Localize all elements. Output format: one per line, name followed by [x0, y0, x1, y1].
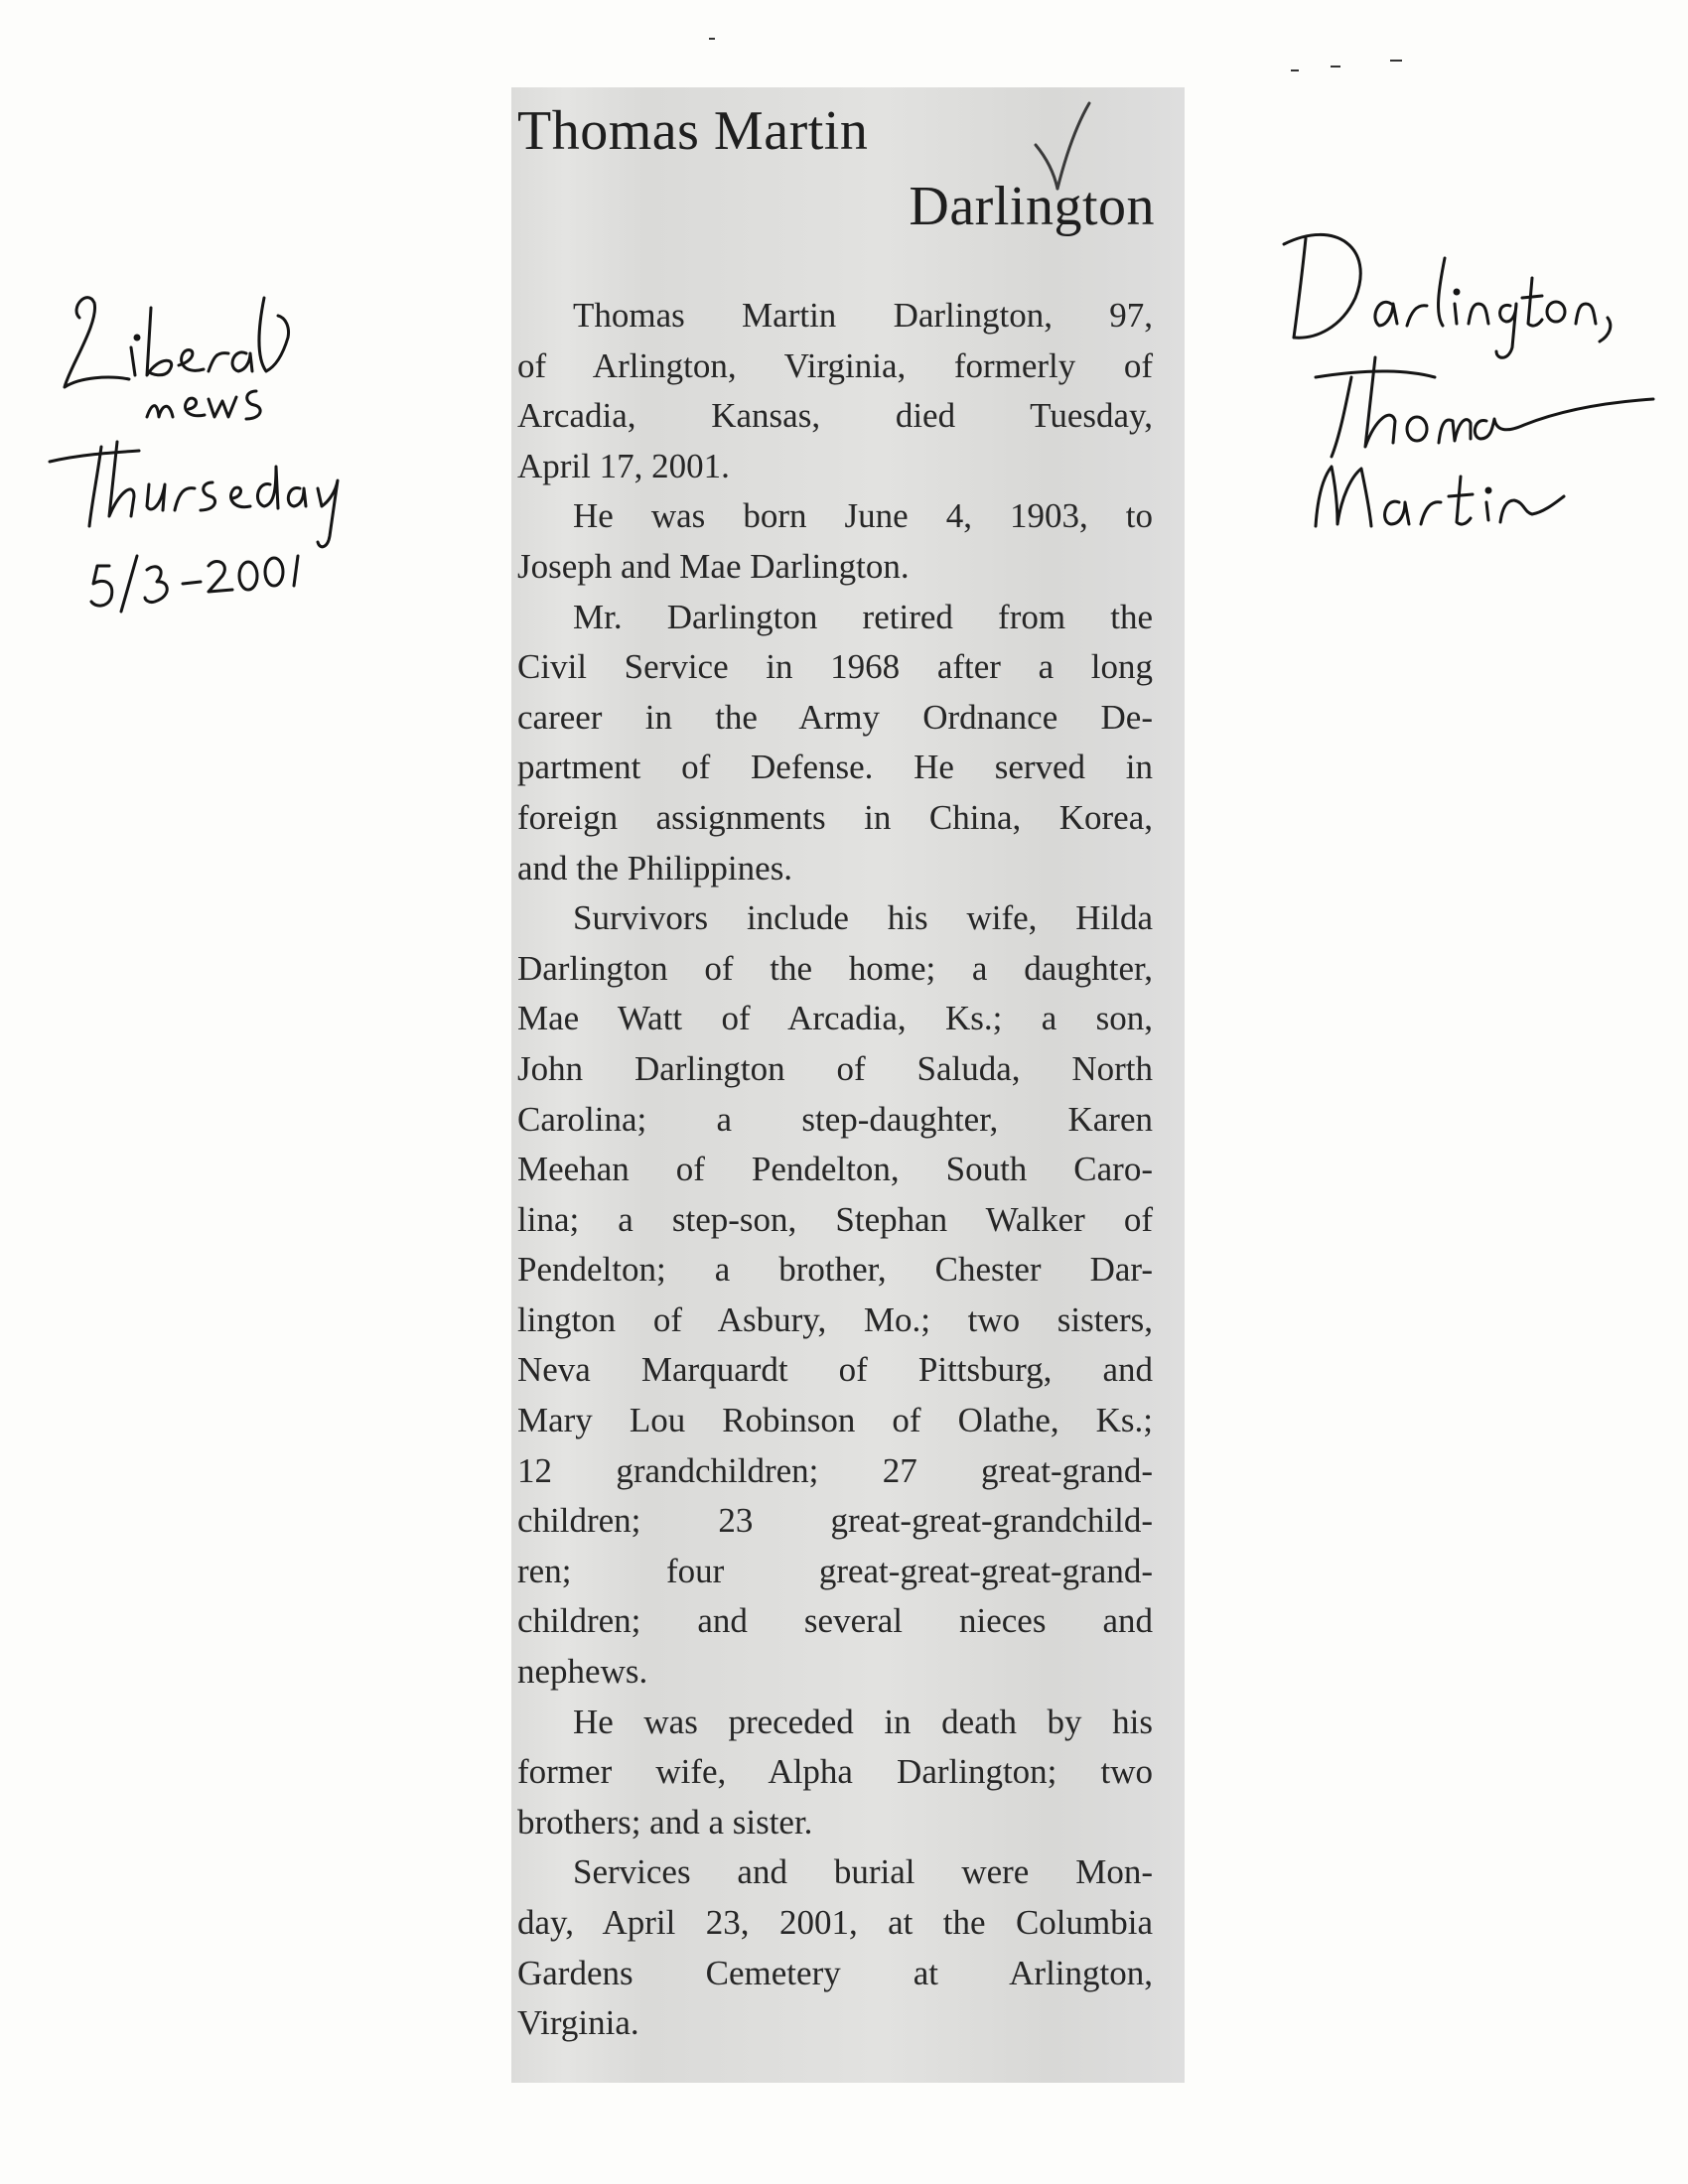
- text-line: Gardens Cemetery at Arlington,: [517, 1953, 1153, 1992]
- text-line: 12 grandchildren; 27 great-grand-: [517, 1450, 1153, 1490]
- text-line: children; 23 great-great-grandchild-: [517, 1501, 1153, 1541]
- text-line: Meehan of Pendelton, South Caro-: [517, 1150, 1153, 1189]
- paragraph-career: [517, 593, 1153, 894]
- text-line: former wife, Alpha Darlington; two: [517, 1752, 1153, 1792]
- paragraph-survivors: [517, 893, 1153, 1698]
- text-line: children; and several nieces and: [517, 1601, 1153, 1641]
- check-mark-icon: [1028, 97, 1097, 206]
- text-line: Darlington of the home; a daughter,: [517, 948, 1153, 988]
- text-line: and the Philippines.: [517, 848, 793, 887]
- text-line: nephews.: [517, 1652, 648, 1692]
- obituary-title-last: Darlington: [909, 176, 1155, 237]
- text-line: Civil Service in 1968 after a long: [517, 647, 1153, 687]
- text-line: Thomas Martin Darlington, 97,: [573, 296, 1153, 335]
- text-line: He was preceded in death by his: [573, 1702, 1153, 1741]
- text-line: Pendelton; a brother, Chester Dar-: [517, 1250, 1153, 1290]
- scan-speck: [1331, 66, 1340, 68]
- text-line: Survivors include his wife, Hilda: [573, 898, 1153, 938]
- text-line: April 17, 2001.: [517, 446, 730, 485]
- obituary-title-first: Thomas Martin: [517, 100, 869, 162]
- text-line: lina; a step-son, Stephan Walker of: [517, 1199, 1153, 1239]
- text-line: Mr. Darlington retired from the: [573, 597, 1153, 636]
- text-line: partment of Defense. He served in: [517, 748, 1153, 787]
- paragraph-preceded: [517, 1698, 1153, 1848]
- text-line: Services and burial were Mon-: [573, 1852, 1153, 1892]
- text-line: Mary Lou Robinson of Olathe, Ks.;: [517, 1401, 1153, 1440]
- paragraph-death-notice: [517, 291, 1153, 491]
- obituary-body: [517, 291, 1153, 2049]
- paragraph-services: [517, 1847, 1153, 2048]
- scan-speck: [1291, 69, 1299, 71]
- text-line: day, April 23, 2001, at the Columbia: [517, 1903, 1153, 1942]
- handwritten-note-left: [40, 268, 367, 625]
- scan-speck: [709, 38, 715, 40]
- text-line: lington of Asbury, Mo.; two sisters,: [517, 1299, 1153, 1339]
- text-line: He was born June 4, 1903, to: [573, 496, 1153, 536]
- scan-speck: [1390, 60, 1402, 62]
- text-line: Arcadia, Kansas, died Tuesday,: [517, 396, 1153, 436]
- text-line: Joseph and Mae Darlington.: [517, 546, 910, 586]
- text-line: ren; four great-great-great-grand-: [517, 1551, 1153, 1590]
- text-line: of Arlington, Virginia, formerly of: [517, 345, 1153, 385]
- paragraph-birth: [517, 491, 1153, 592]
- text-line: Virginia.: [517, 2003, 639, 2043]
- text-line: brothers; and a sister.: [517, 1802, 813, 1842]
- text-line: Mae Watt of Arcadia, Ks.; a son,: [517, 999, 1153, 1038]
- text-line: John Darlington of Saluda, North: [517, 1048, 1153, 1088]
- newspaper-clipping: [511, 87, 1185, 2083]
- text-line: foreign assignments in China, Korea,: [517, 797, 1153, 837]
- text-line: Carolina; a step-daughter, Karen: [517, 1099, 1153, 1139]
- handwritten-note-right: [1276, 208, 1663, 546]
- text-line: career in the Army Ordnance De-: [517, 697, 1153, 737]
- text-line: Neva Marquardt of Pittsburg, and: [517, 1350, 1153, 1390]
